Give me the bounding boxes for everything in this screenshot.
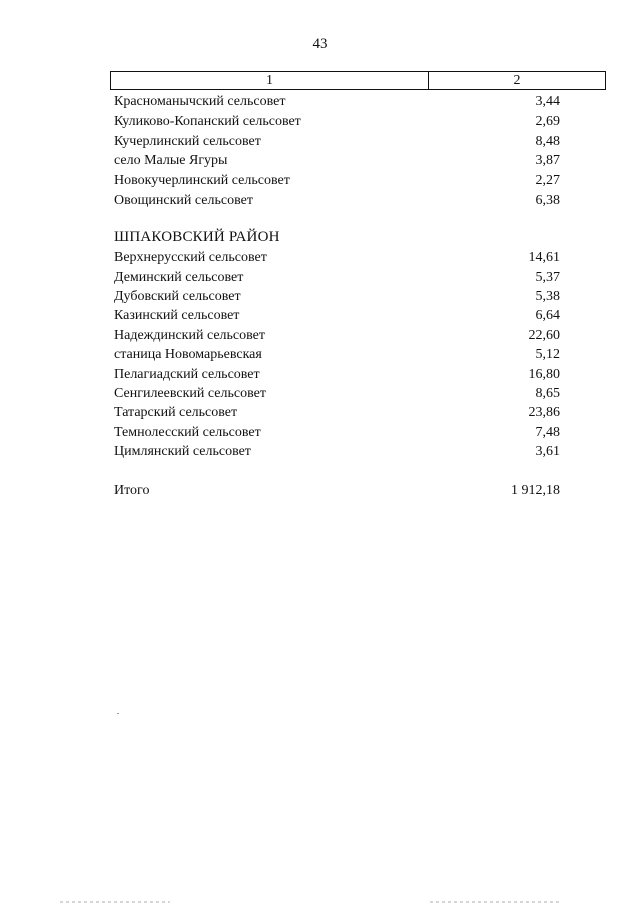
row-value: 3,87: [535, 153, 560, 168]
row-name: Дубовский сельсовет: [114, 289, 241, 304]
row-name: село Малые Ягуры: [114, 153, 228, 168]
row-value: 16,80: [528, 367, 560, 382]
row-name: Новокучерлинский сельсовет: [114, 173, 290, 188]
table-row: [114, 442, 560, 461]
total-value: 1 912,18: [511, 483, 560, 498]
table-row: [114, 92, 560, 111]
row-value: 8,48: [535, 134, 560, 149]
row-name: Красноманычский сельсовет: [114, 94, 286, 109]
section-title: ШПАКОВСКИЙ РАЙОН: [114, 229, 280, 245]
total-row: [114, 481, 560, 500]
scan-artifact-left: [60, 901, 170, 903]
row-value: 22,60: [528, 328, 560, 343]
scan-speck: [117, 713, 119, 714]
column-header-1: 1: [111, 72, 429, 89]
row-value: 3,61: [535, 444, 560, 459]
table-row: [114, 365, 560, 384]
row-name: Пелагиадский сельсовет: [114, 367, 260, 382]
row-value: 3,44: [535, 94, 560, 109]
table-row: [114, 248, 560, 267]
row-name: Темнолесский сельсовет: [114, 425, 261, 440]
table-row: [114, 132, 560, 151]
table-row: [114, 326, 560, 345]
table-row: [114, 384, 560, 403]
row-value: 5,37: [535, 270, 560, 285]
row-value: 23,86: [528, 405, 560, 420]
row-value: 6,38: [535, 193, 560, 208]
row-value: 2,27: [535, 173, 560, 188]
row-name: Сенгилеевский сельсовет: [114, 386, 266, 401]
row-name: Кучерлинский сельсовет: [114, 134, 261, 149]
total-label: Итого: [114, 483, 150, 498]
table-row: [114, 287, 560, 306]
table-row: [114, 171, 560, 190]
column-header-2: 2: [513, 72, 521, 88]
row-name: Деминский сельсовет: [114, 270, 244, 285]
row-name: Казинский сельсовет: [114, 308, 240, 323]
row-value: 6,64: [535, 308, 560, 323]
row-value: 5,38: [535, 289, 560, 304]
row-value: 5,12: [535, 347, 560, 362]
table-row: [114, 151, 560, 170]
scan-artifact-right: [430, 901, 560, 903]
row-name: Татарский сельсовет: [114, 405, 238, 420]
table-row: [114, 403, 560, 422]
row-name: Надеждинский сельсовет: [114, 328, 265, 343]
row-name: Верхнерусский сельсовет: [114, 250, 267, 265]
page-number: 43: [312, 36, 328, 52]
row-name: Цимлянский сельсовет: [114, 444, 251, 459]
table-row: [114, 112, 560, 131]
row-value: 2,69: [535, 114, 560, 129]
table-row: [114, 306, 560, 325]
row-name: станица Новомарьевская: [114, 347, 262, 362]
row-value: 14,61: [528, 250, 560, 265]
row-name: Овощинский сельсовет: [114, 193, 253, 208]
row-name: Куликово-Копанский сельсовет: [114, 114, 301, 129]
table-row: [114, 191, 560, 210]
table-row: [114, 268, 560, 287]
table-row: [114, 423, 560, 442]
row-value: 7,48: [535, 425, 560, 440]
row-value: 8,65: [535, 386, 560, 401]
table-header: [110, 71, 606, 90]
table-row: [114, 345, 560, 364]
